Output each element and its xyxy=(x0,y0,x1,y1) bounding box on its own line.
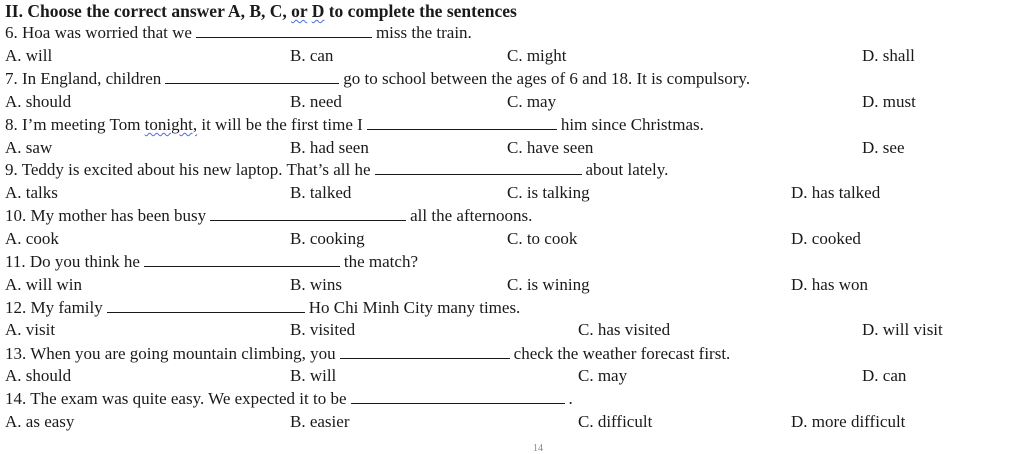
question-14-option-a[interactable]: A. as easy xyxy=(5,412,75,431)
question-8-option-c[interactable]: C. have seen xyxy=(507,138,594,157)
question-7-option-b[interactable]: B. need xyxy=(290,92,342,111)
question-11-option-c[interactable]: C. is wining xyxy=(507,275,590,294)
question-10-blank[interactable] xyxy=(210,207,406,221)
exercise-heading xyxy=(5,1,517,21)
question-9-option-c[interactable]: C. is talking xyxy=(507,183,590,202)
question-8-option-a[interactable]: A. saw xyxy=(5,138,53,157)
question-6-stem xyxy=(5,23,472,43)
question-6-before: 6. Hoa was worried that we xyxy=(5,23,192,42)
question-10-option-b[interactable]: B. cooking xyxy=(290,229,365,248)
question-7-option-d[interactable]: D. must xyxy=(862,92,916,111)
question-13-option-d[interactable]: D. can xyxy=(862,366,907,385)
question-13-blank[interactable] xyxy=(340,345,510,359)
question-13-option-a[interactable]: A. should xyxy=(5,366,72,385)
question-13-stem xyxy=(5,344,730,364)
question-6-option-b[interactable]: B. can xyxy=(290,46,334,65)
question-8-before-squiggle: tonight, xyxy=(144,115,198,134)
question-10-option-a[interactable]: A. cook xyxy=(5,229,59,248)
question-12-stem xyxy=(5,298,520,318)
question-12-option-c[interactable]: C. has visited xyxy=(578,320,671,339)
question-11-option-b[interactable]: B. wins xyxy=(290,275,342,294)
heading-d-word: D xyxy=(311,1,325,21)
question-12-option-a[interactable]: A. visit xyxy=(5,320,56,339)
question-6-option-a[interactable]: A. will xyxy=(5,46,53,65)
question-12-after: Ho Chi Minh City many times. xyxy=(308,298,521,317)
question-11-after: the match? xyxy=(343,252,418,271)
question-6-blank[interactable] xyxy=(196,24,372,38)
question-11-stem xyxy=(5,252,418,272)
question-14-stem xyxy=(5,389,573,409)
heading-prefix: II. Choose the correct answer A, B, C, xyxy=(5,1,292,21)
question-11-option-a[interactable]: A. will win xyxy=(5,275,82,294)
question-10-option-c[interactable]: C. to cook xyxy=(507,229,578,248)
question-7-before: 7. In England, children xyxy=(5,69,162,88)
question-12-option-d[interactable]: D. will visit xyxy=(862,320,943,339)
question-8-before-a: 8. I’m meeting Tom xyxy=(5,115,145,134)
question-14-blank[interactable] xyxy=(351,390,565,404)
question-11-before: 11. Do you think he xyxy=(5,252,140,271)
question-13-after: check the weather forecast first. xyxy=(513,344,731,363)
question-14-after: . xyxy=(568,389,573,408)
question-9-blank[interactable] xyxy=(375,161,582,175)
question-10-stem xyxy=(5,206,532,226)
question-12-blank[interactable] xyxy=(107,299,305,313)
question-6-option-c[interactable]: C. might xyxy=(507,46,567,65)
question-9-before: 9. Teddy is excited about his new laptop. That’s all he xyxy=(5,160,371,179)
question-14-option-b[interactable]: B. easier xyxy=(290,412,350,431)
question-9-option-a[interactable]: A. talks xyxy=(5,183,58,202)
question-14-option-c[interactable]: C. difficult xyxy=(578,412,653,431)
question-8-stem xyxy=(5,115,704,135)
question-13-option-c[interactable]: C. may xyxy=(578,366,628,385)
page-number: 14 xyxy=(533,443,543,454)
question-7-option-c[interactable]: C. may xyxy=(507,92,557,111)
question-10-after: all the afternoons. xyxy=(410,206,533,225)
heading-suffix: to complete the sentences xyxy=(324,1,517,21)
question-9-after: about lately. xyxy=(585,160,669,179)
question-12-option-b[interactable]: B. visited xyxy=(290,320,356,339)
question-6-option-d[interactable]: D. shall xyxy=(862,46,915,65)
question-7-blank[interactable] xyxy=(165,70,339,84)
question-13-before: 13. When you are going mountain climbing, you xyxy=(5,344,336,363)
question-8-option-b[interactable]: B. had seen xyxy=(290,138,369,157)
question-7-stem xyxy=(5,69,750,89)
question-8-after: him since Christmas. xyxy=(560,115,704,134)
question-14-before: 14. The exam was quite easy. We expected it to be xyxy=(5,389,347,408)
question-9-option-d[interactable]: D. has talked xyxy=(791,183,881,202)
question-8-option-d[interactable]: D. see xyxy=(862,138,905,157)
question-9-stem xyxy=(5,160,668,180)
question-14-option-d[interactable]: D. more difficult xyxy=(791,412,906,431)
heading-or-word: or xyxy=(291,1,308,21)
question-7-after: go to school between the ages of 6 and 18. It is compulsory. xyxy=(343,69,751,88)
question-12-before: 12. My family xyxy=(5,298,103,317)
question-10-before: 10. My mother has been busy xyxy=(5,206,207,225)
question-7-option-a[interactable]: A. should xyxy=(5,92,72,111)
question-8-before-b: it will be the first time I xyxy=(197,115,363,134)
question-6-after: miss the train. xyxy=(375,23,472,42)
question-9-option-b[interactable]: B. talked xyxy=(290,183,352,202)
question-8-blank[interactable] xyxy=(367,116,557,130)
question-11-option-d[interactable]: D. has won xyxy=(791,275,868,294)
question-13-option-b[interactable]: B. will xyxy=(290,366,337,385)
question-11-blank[interactable] xyxy=(144,253,340,267)
question-10-option-d[interactable]: D. cooked xyxy=(791,229,861,248)
